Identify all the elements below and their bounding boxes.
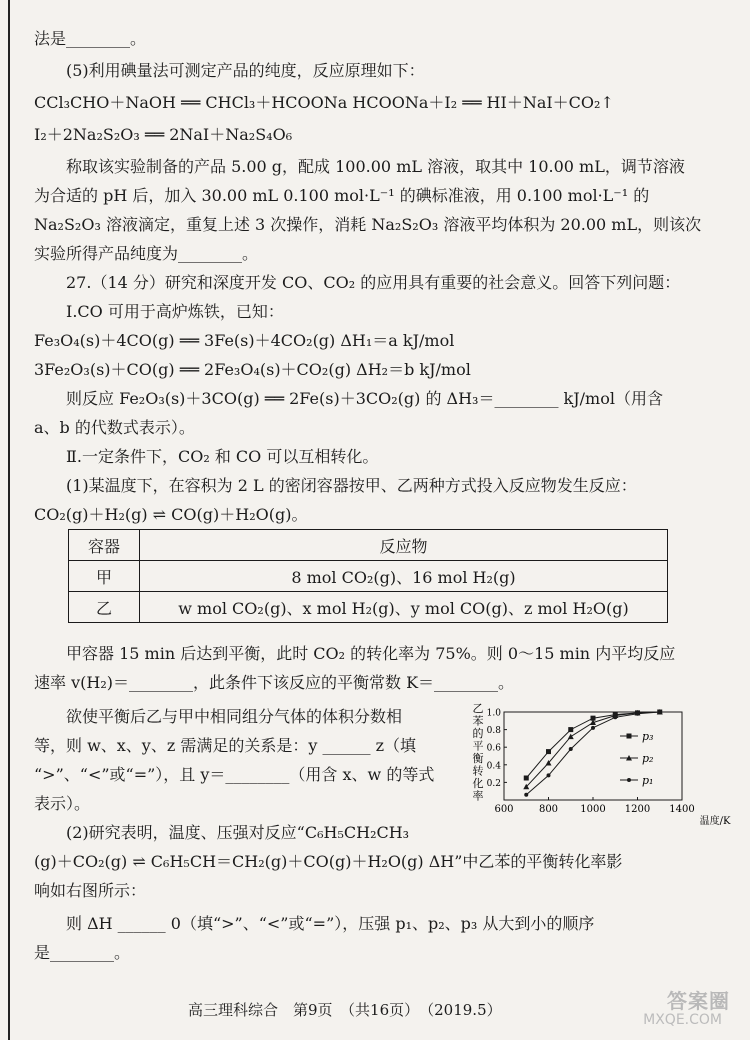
- x-tick-label: 1400: [669, 804, 695, 815]
- legend-marker: [627, 734, 632, 739]
- y-axis-label: 的: [472, 727, 484, 740]
- y-axis-label: 苯: [472, 714, 484, 728]
- y-axis-label: 化: [472, 777, 484, 790]
- legend-marker: [627, 778, 631, 782]
- text-line: 为合适的 pH 后，加入 30.00 mL 0.100 mol·L⁻¹ 的碘标准液，用 0.100 mol·L⁻¹ 的: [34, 186, 650, 205]
- table-row: [69, 592, 668, 623]
- x-tick-label: 1000: [580, 804, 606, 815]
- watermark-logo: 答案圈: [667, 989, 730, 1013]
- plot-frame: [504, 712, 682, 800]
- legend-label: p₂: [642, 752, 654, 765]
- y-tick-label: 0.2: [486, 778, 501, 789]
- y-axis-label: 平: [472, 739, 484, 753]
- table-cell: 乙: [69, 592, 140, 623]
- text-line: Na₂S₂O₃ 溶液滴定，重复上述 3 次操作，消耗 Na₂S₂O₃ 溶液平均体积为 20.00 mL，则该次: [34, 215, 702, 234]
- data-point: [613, 715, 617, 719]
- reactant-table: [68, 529, 668, 623]
- y-axis-label: 衡: [472, 752, 484, 765]
- data-point: [524, 776, 529, 781]
- equation-line: 3Fe₂O₃(s)＋CO(g) ══ 2Fe₃O₄(s)＋CO₂(g) ΔH₂＝b kJ/mol: [34, 360, 471, 379]
- data-point: [524, 793, 528, 797]
- equation-line: Fe₃O₄(s)＋4CO(g) ══ 3Fe(s)＋4CO₂(g) ΔH₁＝a kJ/mol: [34, 331, 455, 350]
- y-axis-label: 转: [472, 764, 484, 778]
- table-cell: w mol CO₂(g)、x mol H₂(g)、y mol CO(g)、z mol H₂O(g): [140, 592, 668, 623]
- table-header-cell: 反应物: [140, 530, 668, 561]
- y-axis-label: 率: [472, 789, 484, 803]
- legend-label: p₁: [642, 774, 654, 787]
- text-line: (1)某温度下，在容积为 2 L 的密闭容器按甲、乙两种方式投入反应物发生反应：: [66, 476, 637, 495]
- equation-line: CO₂(g)＋H₂(g) ⇌ CO(g)＋H₂O(g)。: [34, 505, 308, 524]
- text-line: 则 ΔH ______ 0（填“>”、“<”或“=”），压强 p₁、p₂、p₃ 从大到小的顺序: [66, 914, 595, 933]
- data-point: [568, 734, 574, 740]
- text-line: 表示）。: [34, 794, 91, 813]
- text-line: 法是________。: [34, 29, 147, 48]
- text-line: (2)研究表明，温度、压强对反应“C₆H₅CH₂CH₃: [66, 823, 410, 842]
- text-line: 甲容器 15 min 后达到平衡，此时 CO₂ 的转化率为 75%。则 0～15 min 内平均反应: [66, 644, 676, 663]
- text-line: 称取该实验制备的产品 5.00 g，配成 100.00 mL 溶液，取其中 10.00 mL，调节溶液: [66, 157, 685, 176]
- text-line: 速率 v(H₂)＝________，此条件下该反应的平衡常数 K＝________。: [34, 673, 515, 692]
- question-heading: 27.（14 分）研究和深度开发 CO、CO₂ 的应用具有重要的社会意义。回答下列问题：: [66, 273, 681, 292]
- table-header-row: [69, 530, 668, 561]
- text-line: 实验所得产品纯度为________。: [34, 244, 259, 263]
- data-point: [636, 712, 640, 716]
- data-point: [569, 747, 573, 751]
- conversion-chart: [470, 700, 740, 830]
- text-line: a、b 的代数式表示）。: [34, 418, 195, 437]
- y-tick-label: 1.0: [486, 708, 501, 719]
- margin-line: [8, 0, 10, 1040]
- text-line: 则反应 Fe₂O₃(s)＋3CO(g) ══ 2Fe(s)＋3CO₂(g) 的 ΔH₃＝________ kJ/mol（用含: [66, 389, 663, 408]
- y-tick-label: 0.8: [486, 726, 501, 737]
- table-cell: 8 mol CO₂(g)、16 mol H₂(g): [140, 561, 668, 592]
- text-line: “>”、“<”或“=”），且 y＝________（用含 x、w 的等式: [34, 765, 435, 784]
- watermark-url: MXQE.COM: [643, 1012, 722, 1028]
- table-cell: 甲: [69, 561, 140, 592]
- x-axis-label: 温度/K: [699, 816, 731, 827]
- text-line: Ⅱ.一定条件下，CO₂ 和 CO 可以互相转化。: [66, 447, 379, 466]
- text-line: 欲使平衡后乙与甲中相同组分气体的体积分数相: [66, 707, 403, 726]
- x-tick-label: 600: [494, 804, 514, 815]
- data-point: [591, 726, 595, 730]
- equation-line: CCl₃CHO＋NaOH ══ CHCl₃＋HCOONa HCOONa＋I₂ ══ HI＋NaI＋CO₂↑: [34, 93, 614, 112]
- data-point: [547, 773, 551, 777]
- y-tick-label: 0.6: [486, 743, 501, 754]
- text-line: 是________。: [34, 943, 131, 962]
- data-point: [658, 710, 662, 714]
- text-line: (5)利用碘量法可测定产品的纯度，反应原理如下：: [66, 61, 425, 80]
- page-footer: 高三理科综合 第9页 （共16页） （2019.5）: [188, 1001, 502, 1019]
- y-axis-label: 乙: [472, 702, 484, 715]
- data-point: [546, 749, 551, 754]
- text-line: 响如右图所示：: [34, 881, 147, 900]
- table-row: [69, 561, 668, 592]
- text-line: Ⅰ.CO 可用于高炉炼铁，已知：: [66, 302, 284, 321]
- x-tick-label: 800: [538, 804, 559, 815]
- equation-line: (g)＋CO₂(g) ⇌ C₆H₅CH＝CH₂(g)＋CO(g)＋H₂O(g) ΔH”中乙苯的平衡转化率影: [34, 852, 623, 871]
- y-tick-label: 0.4: [486, 761, 501, 772]
- text-line: 等，则 w、x、y、z 需满足的关系是：y ______ z（填: [34, 736, 417, 755]
- equation-line: I₂＋2Na₂S₂O₃ ══ 2NaI＋Na₂S₄O₆: [34, 125, 293, 144]
- data-point: [568, 727, 573, 732]
- table-header-cell: 容器: [69, 530, 140, 561]
- legend-label: p₃: [642, 730, 654, 743]
- x-tick-label: 1200: [624, 804, 651, 815]
